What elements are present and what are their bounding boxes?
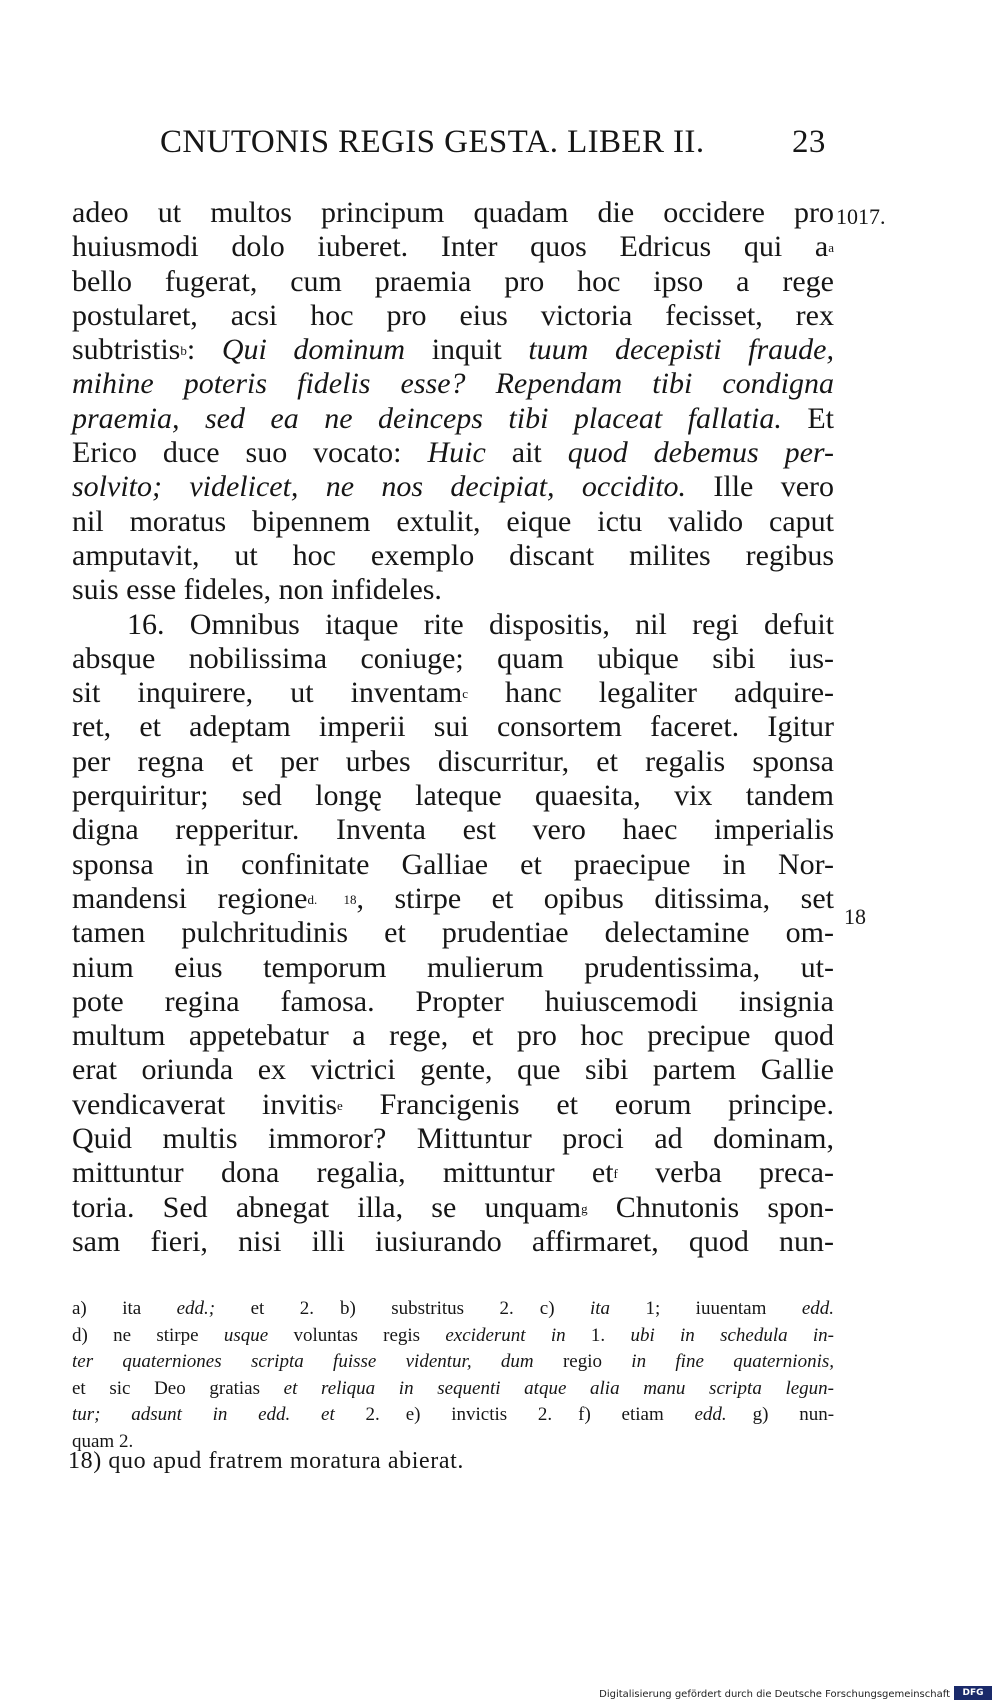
note-ref: g — [581, 1200, 588, 1216]
text-line: mittuntur dona regalia, mittuntur $et^f$ verba preca- — [72, 1156, 834, 1190]
text-line: huiusmodi dolo iuberet. Inter quos Edricus qui $a^a$ — [72, 230, 834, 264]
historical-footnote: 18) quo apud fratrem moratura abierat. — [68, 1448, 464, 1474]
apparatus-line: d) ne stirpe usque voluntas regis exciderunt in 1. ubi in schedula in- — [72, 1324, 834, 1346]
note-ref: f — [613, 1166, 618, 1182]
apparatus-line: a) ita edd.; et 2. b) substritus 2. c) ita 1; iuuentam edd. — [72, 1298, 834, 1319]
note-ref: e — [337, 1097, 343, 1113]
text-line: mandensi regione$^{d. 18}$, stirpe et opibus ditissima, set — [72, 881, 835, 915]
text-line: sam fieri, nisi illi iusiurando affirmaret, quod nun- — [72, 1224, 834, 1258]
apparatus-line: quam 2. — [72, 1430, 134, 1452]
digitization-credit: Digitalisierung gefördert durch die Deutsche Forschungsgemeinschaft — [599, 1689, 950, 1700]
text-line: suis esse fideles, non infideles. — [72, 573, 442, 607]
text-line: adeo ut multos principum quadam die occidere pro — [72, 196, 834, 229]
text-line: amputavit, ut hoc exemplo discant milites regibus — [72, 538, 834, 572]
text-line: toria. Sed abnegat illa, se unquam$^g$ Chnutonis spon- — [72, 1190, 835, 1224]
text-line: perquiritur; sed longę lateque quaesita, vix tandem — [72, 779, 834, 813]
text-line: nium eius temporum mulierum prudentissima, ut- — [72, 950, 834, 984]
text-line: subtristis$^b$: Qui dominum inquit tuum decepisti fraude, — [72, 333, 834, 367]
dfg-logo: DFG — [954, 1686, 992, 1700]
text-line: mihine poteris fidelis esse? Rependam tibi condigna — [72, 367, 834, 401]
text-line: postularet, acsi hoc pro eius victoria fecisset, rex — [72, 298, 834, 332]
text-line: bello fugerat, cum praemia pro hoc ipso a rege — [72, 264, 834, 298]
text-line: per regna et per urbes discurritur, et regalis sponsa — [72, 744, 834, 778]
text-line: erat oriunda ex victrici gente, que sibi partem Gallie — [72, 1053, 834, 1087]
text-line: sponsa in confinitate Galliae et praecipue in Nor- — [72, 847, 834, 881]
note-ref: b — [180, 343, 187, 359]
apparatus-line: et sic Deo gratias et reliqua in sequenti atque alia manu scripta legun- — [72, 1377, 835, 1399]
note-ref: c — [462, 686, 469, 702]
paragraph-16-start: 16. Omnibus itaque rite dispositis, nil regi defuit — [127, 607, 834, 641]
text-line: sit inquirere, ut inventam$^c$ hanc legaliter adquire- — [72, 676, 834, 710]
text-line: praemia, sed ea ne deinceps tibi placeat fallatia. Et — [72, 401, 834, 435]
text-line: solvito; videlicet, ne nos decipiat, occidito. Ille vero — [72, 470, 835, 504]
text-line: multum appetebatur a rege, et pro hoc precipue quod — [72, 1019, 834, 1053]
text-line: Quid multis immoror? Mittuntur proci ad dominam, — [72, 1122, 834, 1156]
note-ref: d. 18 — [307, 891, 357, 907]
main-text — [72, 196, 834, 1259]
margin-year: 1017. — [836, 204, 886, 229]
text-line: Erico duce suo vocato: Huic ait quod debemus per- — [72, 436, 834, 470]
text-line: ret, et adeptam imperii sui consortem faceret. Igitur — [72, 710, 834, 744]
apparatus-line: tur; adsunt in edd. et 2. e) invictis 2. f) etiam edd. g) nun- — [72, 1404, 835, 1425]
margin-note-18: 18 — [844, 904, 866, 929]
text-line: nil moratus bipennem extulit, eique ictu valido caput — [72, 504, 834, 538]
running-title: CNUTONIS REGIS GESTA. LIBER II. — [160, 124, 705, 160]
note-ref: a — [828, 240, 834, 256]
text-line: vendicaverat invitis$^e$ Francigenis et eorum principe. — [72, 1087, 834, 1121]
text-line: pote regina famosa. Propter huiuscemodi insignia — [72, 984, 834, 1018]
text-line: digna repperitur. Inventa est vero haec imperialis — [72, 813, 834, 847]
text-line: tamen pulchritudinis et prudentiae delectamine om- — [72, 916, 834, 950]
critical-apparatus — [72, 1296, 834, 1455]
apparatus-line: ter quaterniones scripta fuisse videntur, dum regio in fine quaternionis, — [72, 1351, 834, 1372]
page-number: 23 — [792, 124, 826, 160]
text-line: absque nobilissima coniuge; quam ubique sibi ius- — [72, 641, 834, 675]
running-header — [160, 124, 840, 161]
